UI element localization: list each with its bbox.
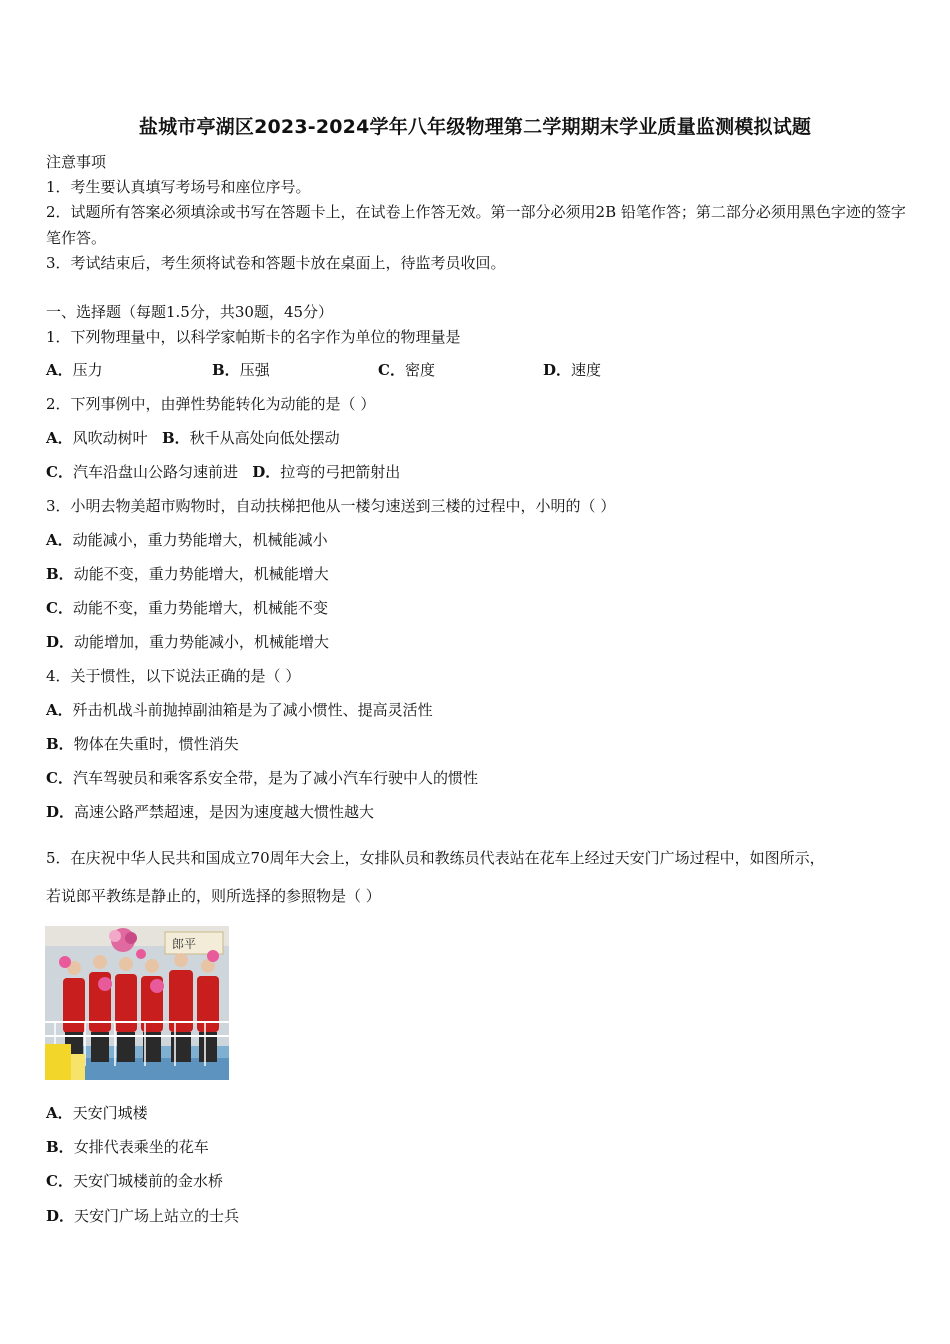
option-text: 压强 xyxy=(239,361,270,379)
question-1-option-d xyxy=(543,360,601,380)
question-2-stem: 2．下列事例中，由弹性势能转化为动能的是（ ） xyxy=(46,395,376,413)
option-label: A． xyxy=(46,1104,73,1122)
question-5-stem-line-2: 若说郎平教练是静止的，则所选择的参照物是（ ） xyxy=(46,887,381,905)
notice-item-1: 1．考生要认真填写考场号和座位序号。 xyxy=(46,178,311,196)
question-4-stem: 4．关于惯性，以下说法正确的是（ ） xyxy=(46,667,301,685)
section-heading: 一、选择题（每题1.5分，共30题，45分） xyxy=(46,303,334,321)
option-text: 歼击机战斗前抛掉副油箱是为了减小惯性、提高灵活性 xyxy=(72,701,433,719)
option-text: 天安门城楼 xyxy=(72,1104,148,1122)
option-text: 天安门广场上站立的士兵 xyxy=(74,1207,240,1225)
question-3-option-a xyxy=(46,530,328,550)
option-text: 物体在失重时，惯性消失 xyxy=(73,735,239,753)
option-label: D． xyxy=(46,633,75,651)
option-text: 密度 xyxy=(404,361,435,379)
question-2-options-row-2 xyxy=(46,462,400,482)
question-5-stem-line-1: 5．在庆祝中华人民共和国成立70周年大会上，女排队员和教练员代表站在花车上经过天安门广场过程中，如图所示， xyxy=(46,849,825,867)
notice-heading: 注意事项 xyxy=(46,153,107,171)
question-3-option-d xyxy=(46,632,329,652)
volleyball-team-photo xyxy=(45,926,229,1080)
option-text: 天安门城楼前的金水桥 xyxy=(72,1172,223,1190)
option-label: C． xyxy=(378,361,405,379)
notice-item-3: 3．考试结束后，考生须将试卷和答题卡放在桌面上，待监考员收回。 xyxy=(46,254,506,272)
option-label: B． xyxy=(212,361,240,379)
question-3-option-b xyxy=(46,564,329,584)
option-label: D． xyxy=(46,1207,75,1225)
option-text: 秋千从高处向低处摆动 xyxy=(189,429,340,447)
question-1-option-b xyxy=(212,360,270,380)
question-4-option-a xyxy=(46,700,433,720)
option-text: 动能增加，重力势能减小，机械能增大 xyxy=(74,633,330,651)
option-text: 动能不变，重力势能增大，机械能增大 xyxy=(73,565,329,583)
option-text: 拉弯的弓把箭射出 xyxy=(280,463,401,481)
question-3-stem: 3．小明去物美超市购物时，自动扶梯把他从一楼匀速送到三楼的过程中，小明的（ ） xyxy=(46,497,616,515)
option-label: D． xyxy=(543,361,572,379)
option-text: 汽车沿盘山公路匀速前进 xyxy=(72,463,238,481)
question-5-option-d xyxy=(46,1206,239,1226)
option-label: B． xyxy=(161,429,190,447)
photo-name-sign: 郎平 xyxy=(172,937,197,951)
question-5-option-c xyxy=(46,1171,223,1191)
option-label: A． xyxy=(46,701,73,719)
option-label: D． xyxy=(46,803,75,821)
option-label: A． xyxy=(46,531,73,549)
option-text: 动能减小，重力势能增大，机械能减小 xyxy=(72,531,328,549)
option-label: D． xyxy=(252,463,281,481)
option-label: C． xyxy=(46,463,73,481)
option-label: C． xyxy=(46,599,73,617)
option-text: 汽车驾驶员和乘客系安全带，是为了减小汽车行驶中人的惯性 xyxy=(72,769,478,787)
question-2-options-row-1 xyxy=(46,428,340,448)
option-label: C． xyxy=(46,769,73,787)
option-label: B． xyxy=(46,735,74,753)
question-3-option-c xyxy=(46,598,328,618)
option-text: 动能不变，重力势能增大，机械能不变 xyxy=(72,599,328,617)
question-5-option-a xyxy=(46,1103,148,1123)
page-title: 盐城市亭湖区2023-2024学年八年级物理第二学期期末学业质量监测模拟试题 xyxy=(138,116,812,138)
question-4-option-b xyxy=(46,734,239,754)
question-1-option-a xyxy=(46,360,103,380)
question-4-option-c xyxy=(46,768,478,788)
option-label: B． xyxy=(46,1138,74,1156)
question-1-stem: 1．下列物理量中，以科学家帕斯卡的名字作为单位的物理量是 xyxy=(46,328,461,346)
option-label: C． xyxy=(46,1172,73,1190)
option-label: A． xyxy=(46,361,73,379)
option-text: 高速公路严禁超速，是因为速度越大惯性越大 xyxy=(74,803,375,821)
question-5-option-b xyxy=(46,1137,209,1157)
option-text: 压力 xyxy=(72,361,103,379)
option-text: 速度 xyxy=(571,361,602,379)
notice-item-2: 2．试题所有答案必须填涂或书写在答题卡上，在试卷上作答无效。第一部分必须用2B 铅笔作答；第二部分必须用黑色字迹的签字笔作答。 xyxy=(46,203,906,247)
option-label: B． xyxy=(46,565,74,583)
question-4-option-d xyxy=(46,802,374,822)
option-text: 风吹动树叶 xyxy=(72,429,148,447)
question-1-option-c xyxy=(378,360,435,380)
option-label: A． xyxy=(46,429,73,447)
option-text: 女排代表乘坐的花车 xyxy=(73,1138,209,1156)
